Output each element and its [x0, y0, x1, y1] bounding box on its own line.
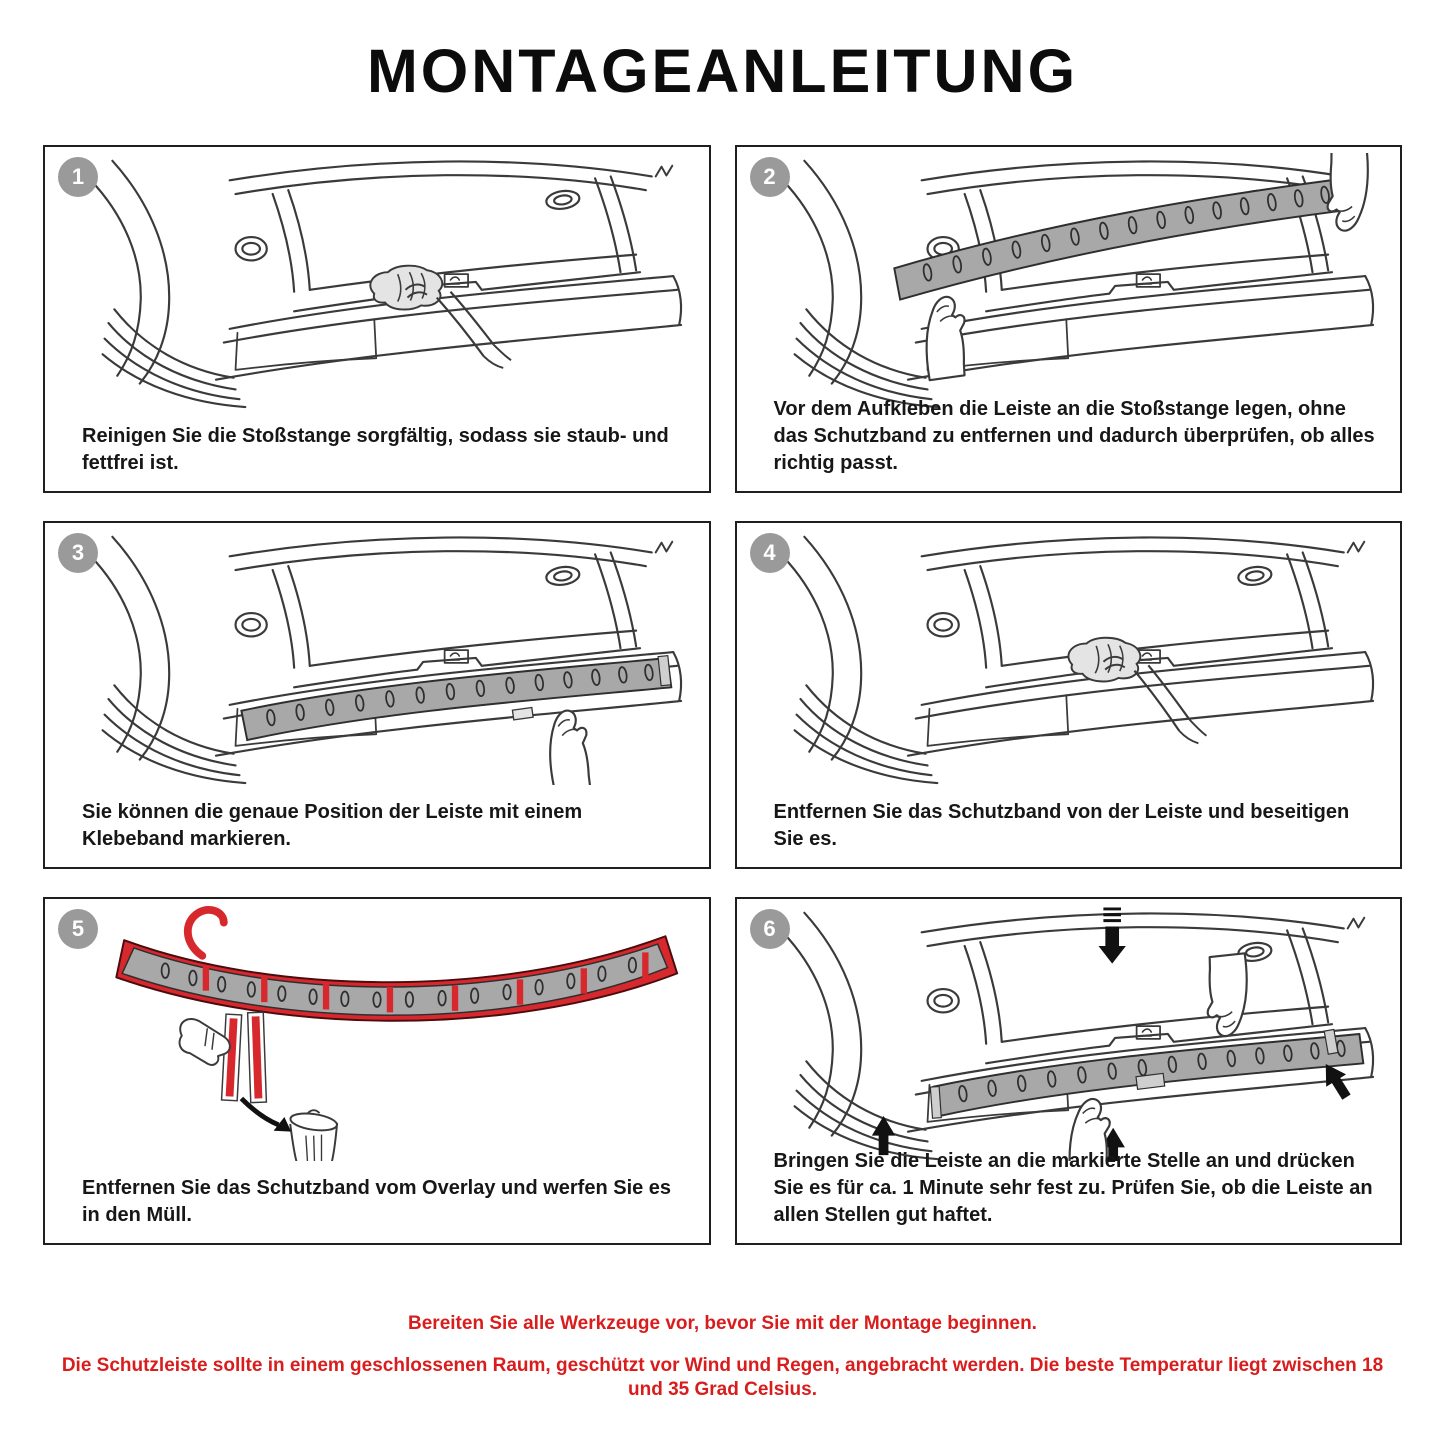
step-2-caption: Vor dem Aufkleben die Leiste an die Stoßstange legen, ohne das Schutzband zu entfernen und dadurch überprüfen, ob alles richtig passt. [773, 398, 1375, 474]
step-1-caption: Reinigen Sie die Stoßstange sorgfältig, sodass sie staub- und fettfrei ist. [82, 425, 669, 474]
step-panel-4 [735, 521, 1403, 869]
step-panel-6 [735, 897, 1403, 1245]
footer-warnings [55, 1312, 1390, 1403]
step-5-caption: Entfernen Sie das Schutzband vom Overlay und werfen Sie es in den Müll. [82, 1177, 672, 1226]
step-number-badge: 6 [750, 909, 790, 949]
strip-test-fit-illustration [779, 153, 1385, 409]
footer-warning-1: Bereiten Sie alle Werkzeuge vor, bevor Sie mit der Montage beginnen. [408, 1313, 1037, 1334]
step-3-caption: Sie können die genaue Position der Leiste mit einem Klebeband markieren. [82, 801, 583, 850]
footer-warning-2: Die Schutzleiste sollte in einem geschlossenen Raum, geschützt vor Wind und Regen, angebracht werden. Die beste Temperatur liegt zwischen 18 und 35 Grad Celsius. [61, 1354, 1384, 1401]
step-number-badge: 4 [750, 533, 790, 573]
step-panel-1 [43, 145, 711, 493]
protective-band-removal-illustration [779, 529, 1385, 785]
step-4-caption: Entfernen Sie das Schutzband von der Leiste und beseitigen Sie es. [773, 801, 1350, 850]
step-panel-3 [43, 521, 711, 869]
steps-grid [43, 145, 1402, 1245]
tape-marking-illustration [87, 529, 693, 785]
strip-pressing-illustration [779, 905, 1385, 1161]
step-number-badge: 2 [750, 157, 790, 197]
page-title: MONTAGEANLEITUNG [366, 37, 1079, 105]
overlay-band-disposal-illustration [87, 905, 693, 1161]
step-number-badge: 3 [58, 533, 98, 573]
bumper-cleaning-illustration [87, 153, 693, 409]
step-number-badge: 5 [58, 909, 98, 949]
step-panel-5 [43, 897, 711, 1245]
step-panel-2 [735, 145, 1403, 493]
step-6-caption: Bringen Sie die Leiste an die markierte Stelle an und drücken Sie es für ca. 1 Minute sehr fest zu. Prüfen Sie, ob die Leiste an allen Stellen gut haftet. [773, 1150, 1373, 1226]
step-number-badge: 1 [58, 157, 98, 197]
